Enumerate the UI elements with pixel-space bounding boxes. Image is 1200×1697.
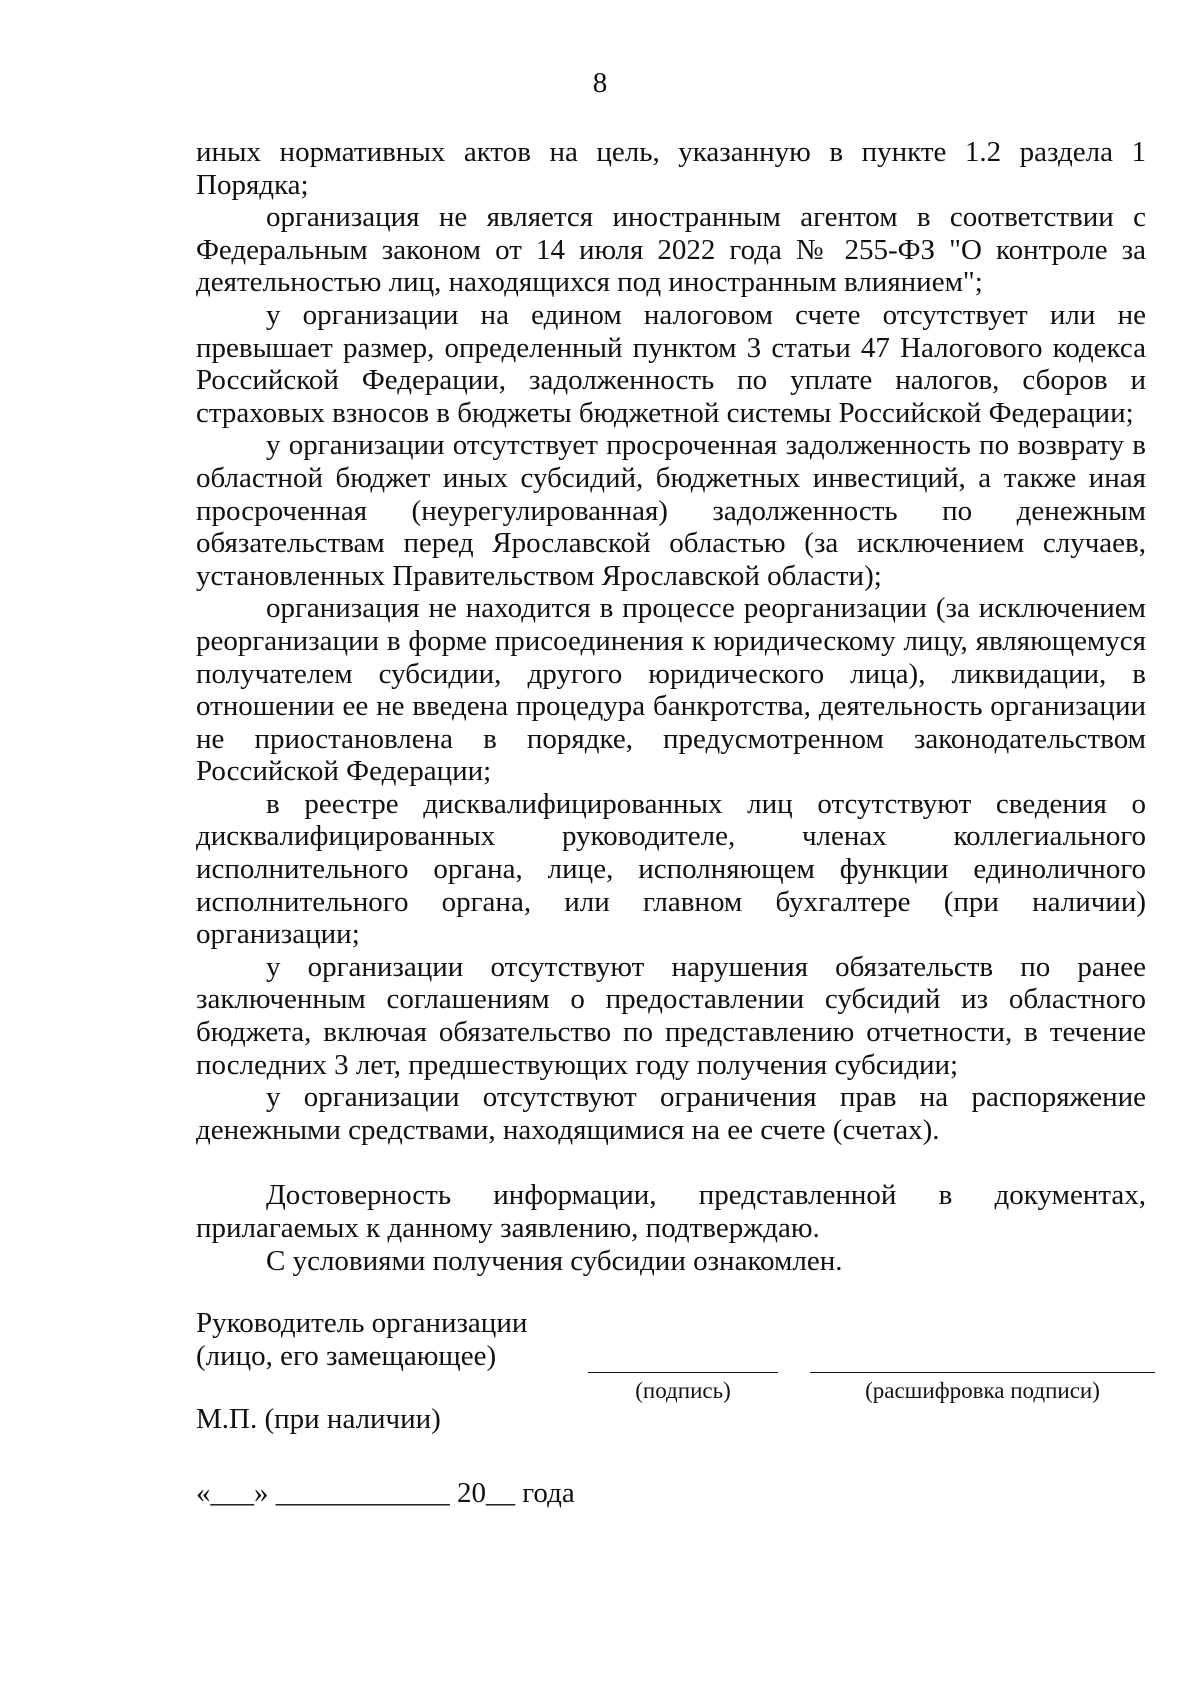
signatory-substitute: (лицо, его замещающее) — [196, 1340, 497, 1372]
page-number: 8 — [592, 67, 608, 99]
signature-decoding-line[interactable] — [810, 1372, 1155, 1373]
paragraph-tax-debt: у организации на едином налоговом счете отсутствует или не превышает размер, определенный пунктом 3 статьи 47 Налогового кодекса Российской Федерации, задолженность по уплате налогов, сборов и страховых взносов в бюджеты бюджетной системы Российской Федерации; — [196, 298, 1146, 429]
spacer — [196, 1146, 1146, 1179]
paragraph-foreign-agent: организация не является иностранным агентом в соответствии с Федеральным законом от 14 июля 2022 года № 255-ФЗ "О контроле за деятельностью лиц, находящихся под иностранным влиянием"; — [196, 201, 1146, 299]
body-text — [196, 136, 1146, 1277]
signatory-title: Руководитель организации — [196, 1307, 528, 1339]
signature-decoding-caption: (расшифровка подписи) — [865, 1378, 1100, 1403]
paragraph-continuation: иных нормативных актов на цель, указанную в пункте 1.2 раздела 1 Порядка; — [196, 136, 1146, 201]
paragraph-funds-restrictions: у организации отсутствуют ограничения прав на распоряжение денежными средствами, находящимися на ее счете (счетах). — [196, 1081, 1146, 1146]
paragraph-overdue-debt: у организации отсутствует просроченная задолженность по возврату в областной бюджет иных субсидий, бюджетных инвестиций, а также иная просроченная (неурегулированная) задолженность по денежным обязательствам перед Ярославской областью (за исключением случаев, установленных Правительством Ярославской области); — [196, 429, 1146, 592]
paragraph-obligation-violations: у организации отсутствуют нарушения обязательств по ранее заключенным соглашениям о предоставлении субсидий из областного бюджета, включая обязательство по представлению отчетности, в течение последних 3 лет, предшествующих году получения субсидии; — [196, 950, 1146, 1081]
stamp-place: М.П. (при наличии) — [196, 1403, 441, 1435]
paragraph-disqualified-register: в реестре дисквалифицированных лиц отсутствуют сведения о дисквалифицированных руководителе, членах коллегиального исполнительного органа, лице, исполняющем функции единоличного исполнительного органа, или главном бухгалтере (при наличии) организации; — [196, 787, 1146, 951]
date-field[interactable]: «___» ____________ 20__ года — [196, 1477, 575, 1509]
paragraph-reorganization: организация не находится в процессе реорганизации (за исключением реорганизации в форме присоединения к юридическому лицу, являющемуся получателем субсидии, другого юридического лица), ликвидации, в отношении ее не введена процедура банкротства, деятельность организации не приостановлена в порядке, предусмотренном законодательством Российской Федерации; — [196, 592, 1146, 788]
paragraph-conditions: С условиями получения субсидии ознакомлен. — [266, 1244, 843, 1277]
signature-caption: (подпись) — [635, 1378, 731, 1403]
paragraph-reliability: Достоверность информации, представленной в документах, прилагаемых к данному заявлению, подтверждаю. — [196, 1179, 1146, 1244]
signature-block — [196, 1307, 1156, 1373]
signature-line[interactable] — [588, 1372, 778, 1373]
